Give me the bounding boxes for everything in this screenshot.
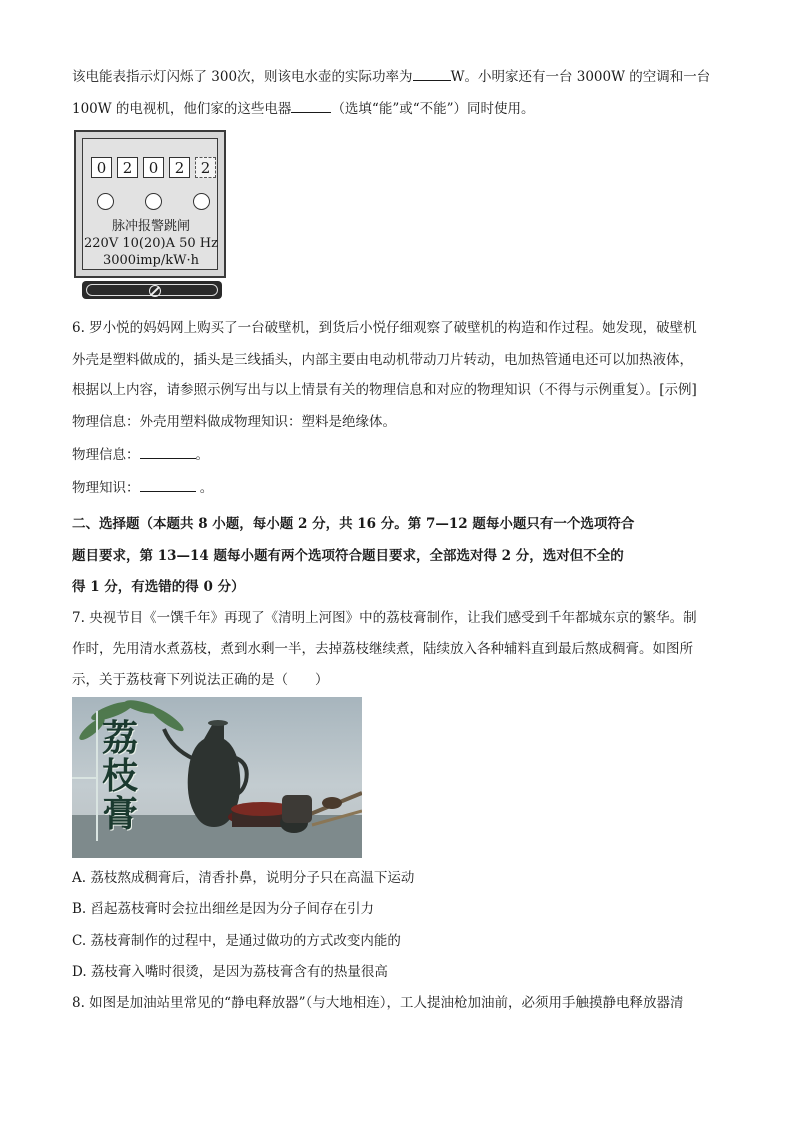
q7-line-1: 7. 央视节目《一馔千年》再现了《清明上河图》中的荔枝膏制作，让我们感受到千年都城东京的繁华。制 [72, 610, 697, 626]
q7-line-3: 示，关于荔枝膏下列说法正确的是（ ） [72, 672, 329, 688]
answer-blank-can-use[interactable] [291, 98, 331, 113]
title-frame-tick [72, 777, 98, 779]
indicator-lamp-icon [97, 193, 114, 210]
q6-line-5 [72, 444, 209, 465]
q7-line-2: 作时，先用清水煮荔枝，煮到水剩一半，去掉荔枝继续煮，陆续放入各种辅料直到最后熬成稠膏。如图所 [72, 641, 693, 657]
q6-line-2: 外壳是塑料做成的，插头是三线插头，内部主要由电动机带动刀片转动，电加热管通电还可以加热液体， [72, 352, 693, 368]
physics-knowledge-label: 物理知识： [72, 480, 140, 496]
q5-text-part1: 该电能表指示灯闪烁了 300次，则该电水壶的实际功率为 [72, 69, 413, 85]
meter-digits [91, 157, 216, 178]
q8-line-1: 8. 如图是加油站里常见的“静电释放器”（与大地相连），工人提油枪加油前，必须用手触摸静电释放器清 [72, 995, 684, 1011]
q5-line-1 [72, 66, 710, 87]
screw-icon [149, 285, 161, 297]
photo-title-char: 荔 [102, 717, 139, 759]
indicator-lamp-icon [145, 193, 162, 210]
meter-base [82, 281, 222, 299]
physics-info-label: 物理信息： [72, 447, 140, 463]
answer-blank-power[interactable] [413, 66, 451, 81]
physics-info-end: 。 [195, 447, 209, 463]
electricity-meter-figure [72, 128, 230, 304]
meter-body [74, 130, 226, 278]
title-frame-line [96, 711, 98, 841]
photo-title-char: 枝 [102, 755, 139, 797]
meter-indicator-lamps [97, 193, 210, 210]
meter-label-alarm: 脉冲报警跳闸 [111, 219, 190, 234]
answer-blank-physics-info[interactable] [140, 444, 196, 459]
photo-title-char: 膏 [102, 793, 139, 835]
option-c[interactable]: C. 荔枝膏制作的过程中，是通过做功的方式改变内能的 [72, 933, 401, 949]
meter-label-rating: 220V 10(20)A 50 Hz [84, 236, 218, 251]
section-2-heading-line-3: 得 1 分，有选错的得 0 分） [72, 579, 245, 595]
lychee-paste-photo [72, 697, 362, 858]
indicator-lamp-icon [193, 193, 210, 210]
q6-line-3: 根据以上内容，请参照示例写出与以上情景有关的物理信息和对应的物理知识（不得与示例重复）。[示例] [72, 382, 697, 398]
option-b[interactable]: B. 舀起荔枝膏时会拉出细丝是因为分子间存在引力 [72, 901, 375, 917]
meter-base-slot [86, 284, 218, 296]
q6-line-4: 物理信息：外壳用塑料做成物理知识：塑料是绝缘体。 [72, 414, 396, 430]
option-a[interactable]: A. 荔枝熬成稠膏后，清香扑鼻，说明分子只在高温下运动 [72, 870, 415, 886]
q5-text-part4: （选填“能”或“不能”）同时使用。 [331, 101, 535, 117]
meter-digit: 2 [169, 157, 190, 178]
q5-line-2 [72, 98, 535, 119]
q5-text-part3: 100W 的电视机，他们家的这些电器 [72, 101, 292, 117]
section-2-heading-line-1: 二、选择题（本题共 8 小题，每小题 2 分，共 16 分。第 7—12 题每小题只有一个选项符合 [72, 516, 635, 532]
meter-digit-decimal: 2 [195, 157, 216, 178]
physics-knowledge-end: 。 [195, 480, 214, 496]
meter-digit: 2 [117, 157, 138, 178]
q5-text-part2: W。小明家还有一台 3000W 的空调和一台 [450, 69, 711, 85]
section-2-heading-line-2: 题目要求，第 13—14 题每小题有两个选项符合题目要求，全部选对得 2 分，选对但不全的 [72, 548, 624, 564]
meter-label-constant: 3000imp/kW·h [102, 253, 199, 268]
meter-digit: 0 [91, 157, 112, 178]
photo-title-calligraphy [102, 719, 148, 833]
answer-blank-physics-knowledge[interactable] [140, 477, 196, 492]
option-d[interactable]: D. 荔枝膏入嘴时很烫，是因为荔枝膏含有的热量很高 [72, 964, 388, 980]
meter-panel [82, 138, 218, 270]
q6-line-6 [72, 477, 213, 498]
meter-digit: 0 [143, 157, 164, 178]
q6-line-1: 6. 罗小悦的妈妈网上购买了一台破壁机，到货后小悦仔细观察了破壁机的构造和作过程。她发现，破壁机 [72, 320, 697, 336]
